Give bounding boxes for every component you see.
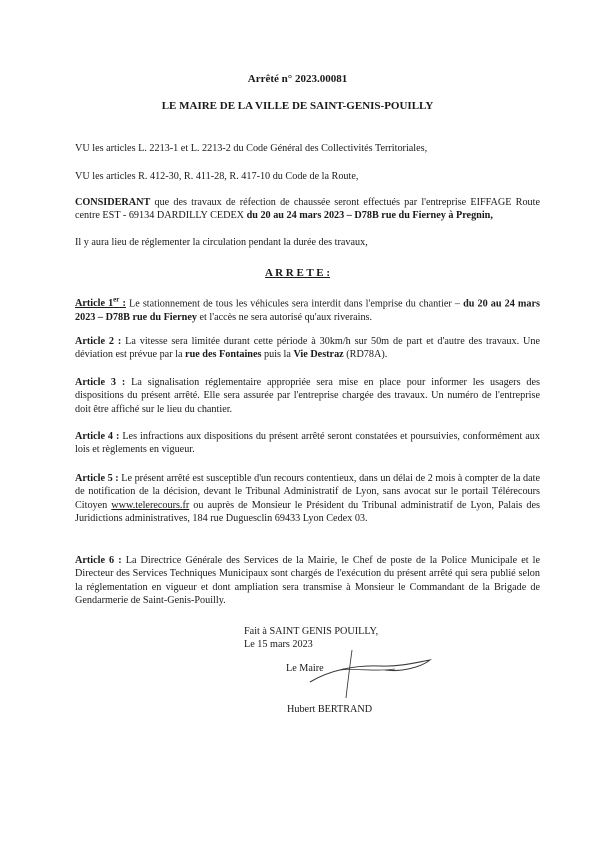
telerecours-link[interactable]: www.telerecours.fr: [111, 499, 190, 511]
signature-place: Fait à SAINT GENIS POUILLY,: [244, 626, 379, 637]
article-2-text-mid: puis la: [261, 349, 294, 361]
article-6-label: Article 6 :: [75, 555, 122, 566]
considerant-text: que des travaux de réfection de chaussée seront effectués par l'entreprise EIFFAGE Route centre EST - 69134 DARDILLY CEDEX: [75, 197, 540, 222]
arrete-number: Arrêté n° 2023.00081: [247, 73, 348, 85]
article-4-label: Article 4 :: [75, 431, 120, 442]
article-3: [75, 376, 540, 416]
article-4-text: Les infractions aux dispositions du présent arrêté seront constatées et poursuivies, conformément aux lois et règlements en vigueur.: [75, 431, 540, 456]
considerant-paragraph: [75, 196, 540, 223]
article-5: [75, 472, 540, 525]
article-6: [75, 554, 540, 607]
visa-2: VU les articles R. 412-30, R. 411-28, R. 417-10 du Code de la Route,: [75, 171, 359, 182]
circulation-paragraph: Il y aura lieu de réglementer la circulation pendant la durée des travaux,: [75, 237, 368, 248]
article-2-label: Article 2 :: [75, 336, 122, 347]
signature-date: Le 15 mars 2023: [244, 639, 313, 650]
article-6-text: La Directrice Générale des Services de la Mairie, le Chef de poste de la Police Municipale et le Directeur des Services Techniques Municipaux sont chargés de l'exécution du présent arrêté qui sera publié selon la réglementation en vigueur et dont ampliation sera transmise à Monsieur le Commandant de la Brigade de Gendarmerie de Saint-Genis-Pouilly.: [75, 555, 540, 606]
article-2-street-1: rue des Fontaines: [185, 349, 262, 361]
article-1-text-end: et l'accès ne sera autorisé qu'aux riverains.: [196, 311, 373, 323]
article-5-text-end: ou auprès de Monsieur le Président du Tribunal administratif de Lyon, Palais des Juridictions administratives, 184 rue Duguesclin 69433 Lyon Cedex 03.: [75, 499, 540, 524]
article-2: [75, 335, 540, 362]
article-5-label: Article 5 :: [75, 473, 119, 484]
article-1: [75, 294, 540, 324]
considerant-dates: du 20 au 24 mars 2023 – D78B rue du Fierney à Pregnin,: [246, 210, 493, 222]
article-3-text: La signalisation réglementaire appropriée sera mise en place pour informer les usagers des dispositions du présent arrêté. Elle sera assurée par l'entreprise chargée des travaux. Un numéro de l'entreprise doit être affiché sur le lieu du chantier.: [75, 377, 540, 415]
signature-name: Hubert BERTRAND: [287, 704, 373, 715]
article-1-label: Article 1er :: [75, 296, 126, 310]
article-2-street-2: Vie Destraz: [293, 349, 344, 361]
article-5-text: Le présent arrêté est susceptible d'un recours contentieux, dans un délai de 2 mois à compter de la date de notification de la décision, devant le Tribunal Administratif de Lyon, sans avocat sur le portail Télérecours Citoyen: [75, 473, 540, 511]
considerant-label: CONSIDERANT: [75, 197, 151, 208]
authority-title: LE MAIRE DE LA VILLE DE SAINT-GENIS-POUILLY: [161, 100, 434, 112]
article-2-text-end: (RD78A).: [343, 349, 388, 361]
article-2-text: La vitesse sera limitée durant cette période à 30km/h sur 50m de part et d'autre des travaux. Une déviation est prévue par la: [75, 336, 540, 361]
signature-role: Le Maire: [286, 663, 324, 674]
signature-drawing: [300, 640, 440, 710]
article-1-text: Le stationnement de tous les véhicules sera interdit dans l'emprise du chantier –: [125, 298, 464, 310]
article-3-label: Article 3 :: [75, 377, 126, 388]
article-4: [75, 430, 540, 457]
article-1-dates: du 20 au 24 mars 2023 – D78B rue du Fierney: [75, 298, 540, 323]
visa-1: VU les articles L. 2213-1 et L. 2213-2 du Code Général des Collectivités Territoriales,: [75, 143, 428, 154]
arrete-heading: A R R E T E :: [264, 267, 330, 279]
